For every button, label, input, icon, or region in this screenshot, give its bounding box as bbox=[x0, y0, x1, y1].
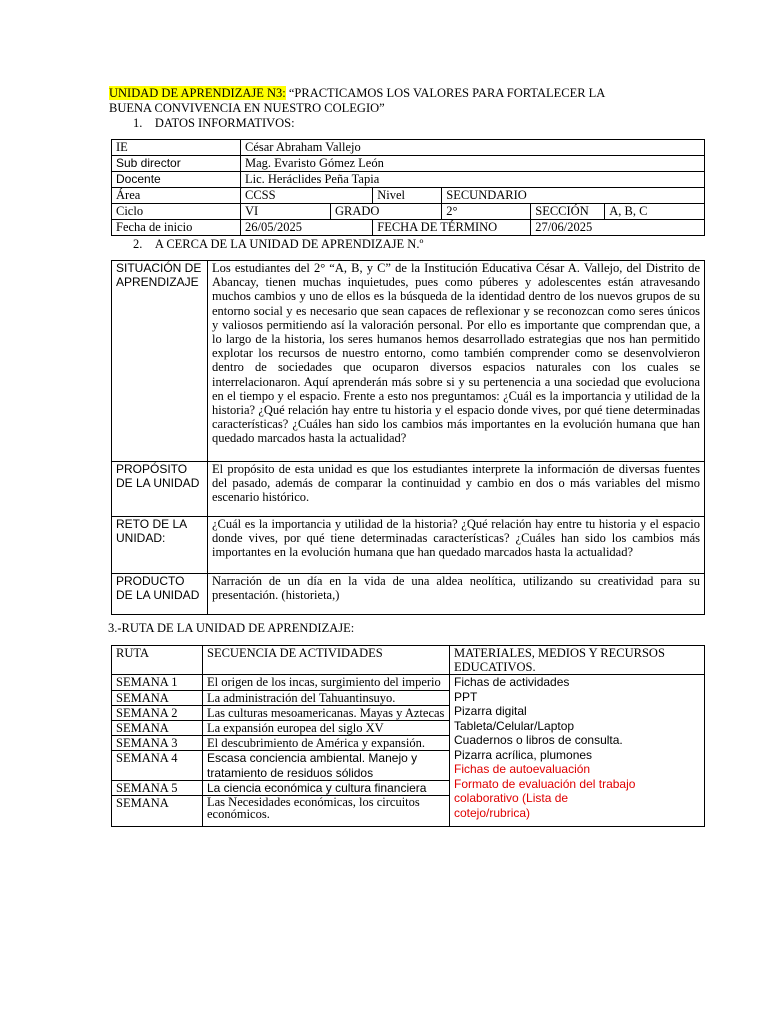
area-value: CCSS bbox=[241, 188, 373, 204]
grado-label: GRADO bbox=[331, 204, 442, 220]
grado-value: 2° bbox=[442, 204, 531, 220]
materiales-item-highlight: Formato de evaluación del trabajo colaborativo (Lista de cotejo/rubrica) bbox=[454, 776, 636, 820]
semana-cell: SEMANA bbox=[112, 796, 203, 827]
materiales-item: Cuadernos o libros de consulta. bbox=[454, 733, 623, 748]
table-row bbox=[112, 172, 705, 188]
section-heading-unidad: 2. A CERCA DE LA UNIDAD DE APRENDIZAJE N.º bbox=[133, 237, 424, 251]
materiales-item: Tableta/Celular/Laptop bbox=[454, 718, 575, 733]
semana-cell: SEMANA 3 bbox=[112, 736, 203, 751]
materiales-cell bbox=[450, 675, 705, 827]
semana-cell: SEMANA 4 bbox=[112, 751, 203, 780]
semana-cell: SEMANA bbox=[112, 721, 203, 736]
fecha-termino-label: FECHA DE TÉRMINO bbox=[373, 220, 531, 236]
materiales-item: Pizarra digital bbox=[454, 704, 527, 719]
docente-value: Lic. Heráclides Peña Tapia bbox=[241, 172, 705, 188]
section-heading-datos: 1. DATOS INFORMATIVOS: bbox=[133, 116, 295, 130]
actividad-cell: El descubrimiento de América y expansión. bbox=[203, 736, 450, 751]
fecha-termino-value: 27/06/2025 bbox=[531, 220, 705, 236]
fecha-inicio-value: 26/05/2025 bbox=[241, 220, 373, 236]
proposito-label: PROPÓSITO DE LA UNIDAD bbox=[112, 462, 208, 517]
materiales-item: Pizarra acrílica, plumones bbox=[454, 747, 593, 762]
materiales-item-highlight: Fichas de autoevaluación bbox=[454, 762, 591, 777]
table-row bbox=[112, 261, 705, 462]
table-row bbox=[112, 462, 705, 517]
docente-label: Docente bbox=[112, 172, 241, 188]
semana-cell: SEMANA 2 bbox=[112, 705, 203, 720]
proposito-text: El propósito de esta unidad es que los estudiantes interprete la información de diversas fuentes del pasado, además de comparar la continuidad y cambio en dos o más variables del mismo escenario histórico. bbox=[208, 462, 705, 517]
nivel-label: Nivel bbox=[373, 188, 442, 204]
reto-text: ¿Cuál es la importancia y utilidad de la historia? ¿Qué relación hay entre tu historia y el espacio donde vives, por qué tiene determinadas características? ¿Cuáles han sido los cambios más importantes en la evolución humana que han quedado marcados hasta la actualidad? bbox=[208, 517, 705, 574]
actividad-cell: Escasa conciencia ambiental. Manejo y tratamiento de residuos sólidos bbox=[203, 751, 450, 780]
section-heading-ruta: 3.-RUTA DE LA UNIDAD DE APRENDIZAJE: bbox=[108, 621, 355, 635]
table-row bbox=[112, 646, 705, 675]
ciclo-label: Ciclo bbox=[112, 204, 241, 220]
area-label: Área bbox=[112, 188, 241, 204]
producto-label: PRODUCTO DE LA UNIDAD bbox=[112, 574, 208, 615]
semana-cell: SEMANA 5 bbox=[112, 780, 203, 795]
situacion-label: SITUACIÓN DE APRENDIZAJE bbox=[112, 261, 208, 462]
semana-cell: SEMANA 1 bbox=[112, 675, 203, 690]
table-row bbox=[112, 517, 705, 574]
subdirector-label: Sub director bbox=[112, 156, 241, 172]
header-ruta: RUTA bbox=[112, 646, 203, 675]
unidad-table bbox=[111, 260, 705, 615]
seccion-value: A, B, C bbox=[605, 204, 705, 220]
actividad-cell: El origen de los incas, surgimiento del imperio bbox=[203, 675, 450, 690]
semana-cell: SEMANA bbox=[112, 690, 203, 705]
title-text: “PRACTICAMOS LOS VALORES PARA FORTALECER LA BUENA CONVIVENCIA EN NUESTRO COLEGIO” bbox=[109, 86, 605, 115]
table-row bbox=[112, 204, 705, 220]
subdirector-value: Mag. Evaristo Gómez León bbox=[241, 156, 705, 172]
ruta-table bbox=[111, 645, 705, 827]
ciclo-value: VI bbox=[241, 204, 331, 220]
table-row bbox=[112, 220, 705, 236]
header-secuencia: SECUENCIA DE ACTIVIDADES bbox=[203, 646, 450, 675]
ie-label: IE bbox=[112, 140, 241, 156]
situacion-text: Los estudiantes del 2° “A, B, y C” de la Institución Educativa César A. Vallejo, del Distrito de Abancay, tienen muchas inquietudes, pues como púberes y adolescentes están atravesando muchos cambios y uno de ellos es la búsqueda de la identidad dentro de los nuevos grupos de su entorno social y es necesario que sean capaces de reflexionar y se reconozcan como seres únicos y valiosos permitiendo así la valoración personal. Por ello es importante que comprendan que, a lo largo de la historia, los seres humanos hemos desarrollado estrategias que nos han permitido explotar los recursos de nuestro entorno, como también comprender como se desenvolvieron dentro de sociedades que ocuparon diversos espacios naturales con los cuales se interrelacionaron. Aquí aprenderán más sobre si y su pertenencia a una sociedad que evoluciona en el tiempo y el espacio. Frente a esto nos preguntamos: ¿Cuál es la importancia y utilidad de la historia? ¿Qué relación hay entre tu historia y el espacio donde vives, por qué tiene determinadas características? ¿Cuáles han sido los cambios más importantes en la evolución humana que han quedado marcados hasta la actualidad? bbox=[208, 261, 705, 462]
nivel-value: SECUNDARIO bbox=[442, 188, 705, 204]
actividad-cell: La expansión europea del siglo XV bbox=[203, 721, 450, 736]
table-row bbox=[112, 675, 705, 690]
fecha-inicio-label: Fecha de inicio bbox=[112, 220, 241, 236]
reto-label: RETO DE LA UNIDAD: bbox=[112, 517, 208, 574]
actividad-cell: La administración del Tahuantinsuyo. bbox=[203, 690, 450, 705]
datos-informativos-table bbox=[111, 139, 705, 236]
producto-text: Narración de un día en la vida de una aldea neolítica, utilizando su creatividad para su presentación. (historieta,) bbox=[208, 574, 705, 615]
ie-value: César Abraham Vallejo bbox=[241, 140, 705, 156]
actividad-cell: Las culturas mesoamericanas. Mayas y Aztecas bbox=[203, 705, 450, 720]
actividad-cell: La ciencia económica y cultura financiera bbox=[203, 780, 450, 795]
header-materiales: MATERIALES, MEDIOS Y RECURSOS EDUCATIVOS. bbox=[450, 646, 705, 675]
document-title bbox=[109, 86, 649, 116]
title-highlight: UNIDAD DE APRENDIZAJE N3: bbox=[109, 86, 286, 100]
materiales-item: PPT bbox=[454, 689, 478, 704]
actividad-cell: Las Necesidades económicas, los circuitos económicos. bbox=[203, 796, 450, 827]
seccion-label: SECCIÓN bbox=[531, 204, 605, 220]
table-row bbox=[112, 156, 705, 172]
table-row bbox=[112, 188, 705, 204]
materiales-item: Fichas de actividades bbox=[454, 675, 570, 690]
table-row bbox=[112, 574, 705, 615]
table-row bbox=[112, 140, 705, 156]
